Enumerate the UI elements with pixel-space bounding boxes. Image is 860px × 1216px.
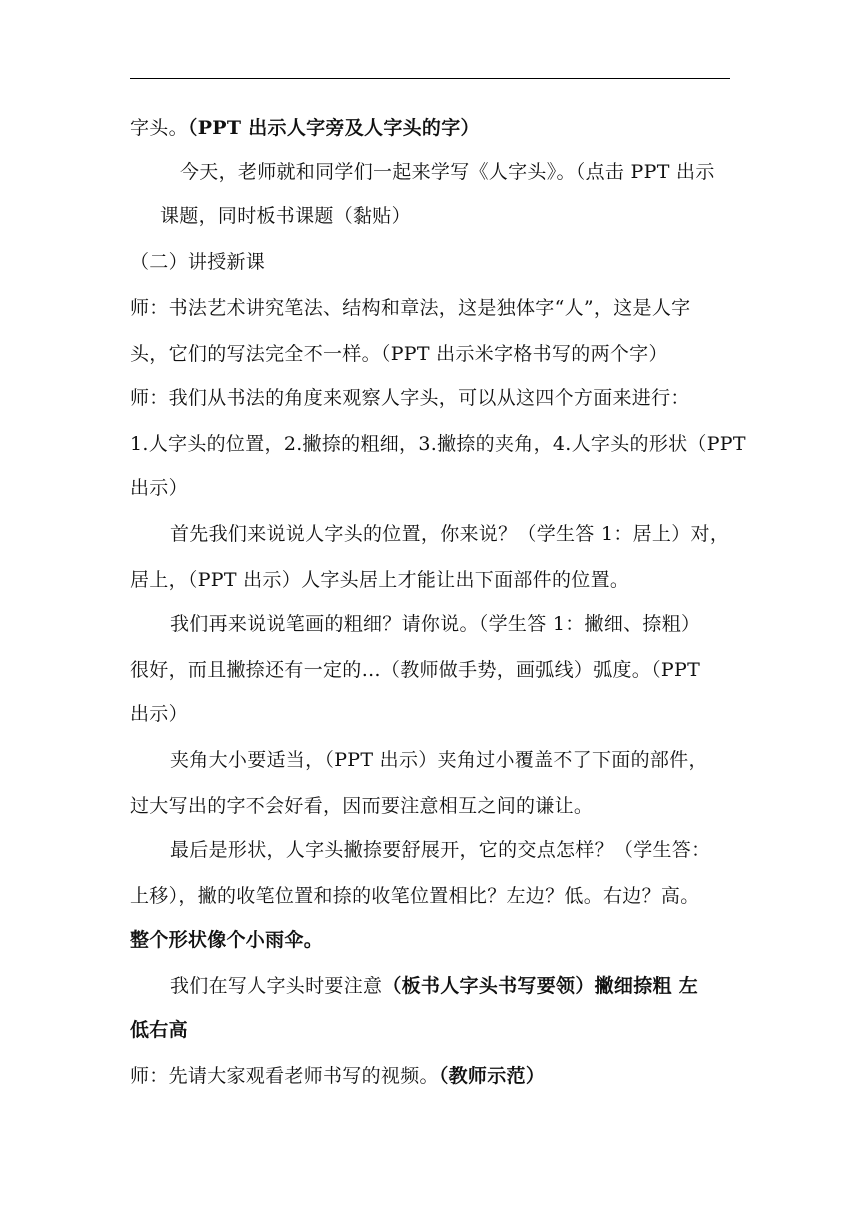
text-line	[170, 972, 698, 1000]
text-run: （二）讲授新课	[130, 251, 266, 273]
text-line	[170, 610, 700, 638]
text-run: 课题，同时板书课题（黏贴）	[160, 205, 411, 227]
text-run: 字头。	[130, 117, 188, 139]
text-line	[130, 340, 668, 368]
text-run: 头，它们的写法完全不一样。（PPT 出示米字格书写的两个字）	[130, 343, 668, 365]
text-run: 我们再来说说笔画的粗细？请你说。（学生答 1：撇细、捺粗）	[170, 613, 701, 635]
text-line	[130, 700, 188, 728]
text-run: 很好，而且撇捺还有一定的…（教师做手势，画弧线）弧度。（PPT	[130, 659, 701, 681]
text-run: 最后是形状，人字头撇捺要舒展开，它的交点怎样？（学生答：	[170, 839, 711, 861]
text-run: 居上，（PPT 出示）人字头居上才能让出下面部件的位置。	[130, 569, 630, 591]
text-line	[130, 384, 690, 412]
bold-text-run: 低右高	[130, 1019, 188, 1041]
bold-text-run: （教师示范）	[438, 1065, 546, 1087]
text-run: 师：我们从书法的角度来观察人字头，可以从这四个方面来进行：	[130, 387, 690, 409]
bold-text-run: 整个形状像个小雨伞。	[130, 929, 324, 951]
text-line	[180, 158, 715, 186]
text-line	[130, 566, 629, 594]
text-run: 首先我们来说说人字头的位置，你来说？（学生答 1：居上）对，	[170, 523, 730, 545]
text-run: 师：先请大家观看老师书写的视频。	[130, 1065, 439, 1087]
header-rule	[130, 78, 730, 79]
text-line	[170, 520, 729, 548]
section-heading	[130, 248, 265, 276]
text-line	[170, 836, 710, 864]
text-line	[130, 474, 188, 502]
text-line	[130, 882, 700, 910]
text-line	[170, 746, 708, 774]
text-run: 1.人字头的位置，2.撇捺的粗细，3.撇捺的夹角，4.人字头的形状（PPT	[130, 433, 746, 455]
text-line	[130, 294, 690, 322]
bold-text-run: （PPT 出示人字旁及人字头的字）	[187, 117, 480, 139]
bold-text-run: （板书人字头书写要领）撇细捺粗 左	[382, 975, 699, 997]
text-run: 上移），撇的收笔位置和捺的收笔位置相比？左边？低。右边？高。	[130, 885, 700, 907]
text-line	[130, 1016, 188, 1044]
text-run: 过大写出的字不会好看，因而要注意相互之间的谦让。	[130, 795, 594, 817]
text-run: 出示）	[130, 477, 188, 499]
text-run: 出示）	[130, 703, 188, 725]
text-line	[130, 114, 480, 142]
text-run: 夹角大小要适当，（PPT 出示）夹角过小覆盖不了下面的部件，	[170, 749, 708, 771]
text-line	[130, 430, 746, 458]
text-line	[130, 926, 323, 954]
text-run: 我们在写人字头时要注意	[170, 975, 383, 997]
text-line	[160, 202, 411, 230]
text-line	[130, 656, 700, 684]
text-line	[130, 792, 593, 820]
text-line	[130, 1062, 545, 1090]
text-run: 今天，老师就和同学们一起来学写《人字头》。（点击 PPT 出示	[180, 161, 715, 183]
text-run: 师：书法艺术讲究笔法、结构和章法，这是独体字“人”，这是人字	[130, 297, 691, 319]
